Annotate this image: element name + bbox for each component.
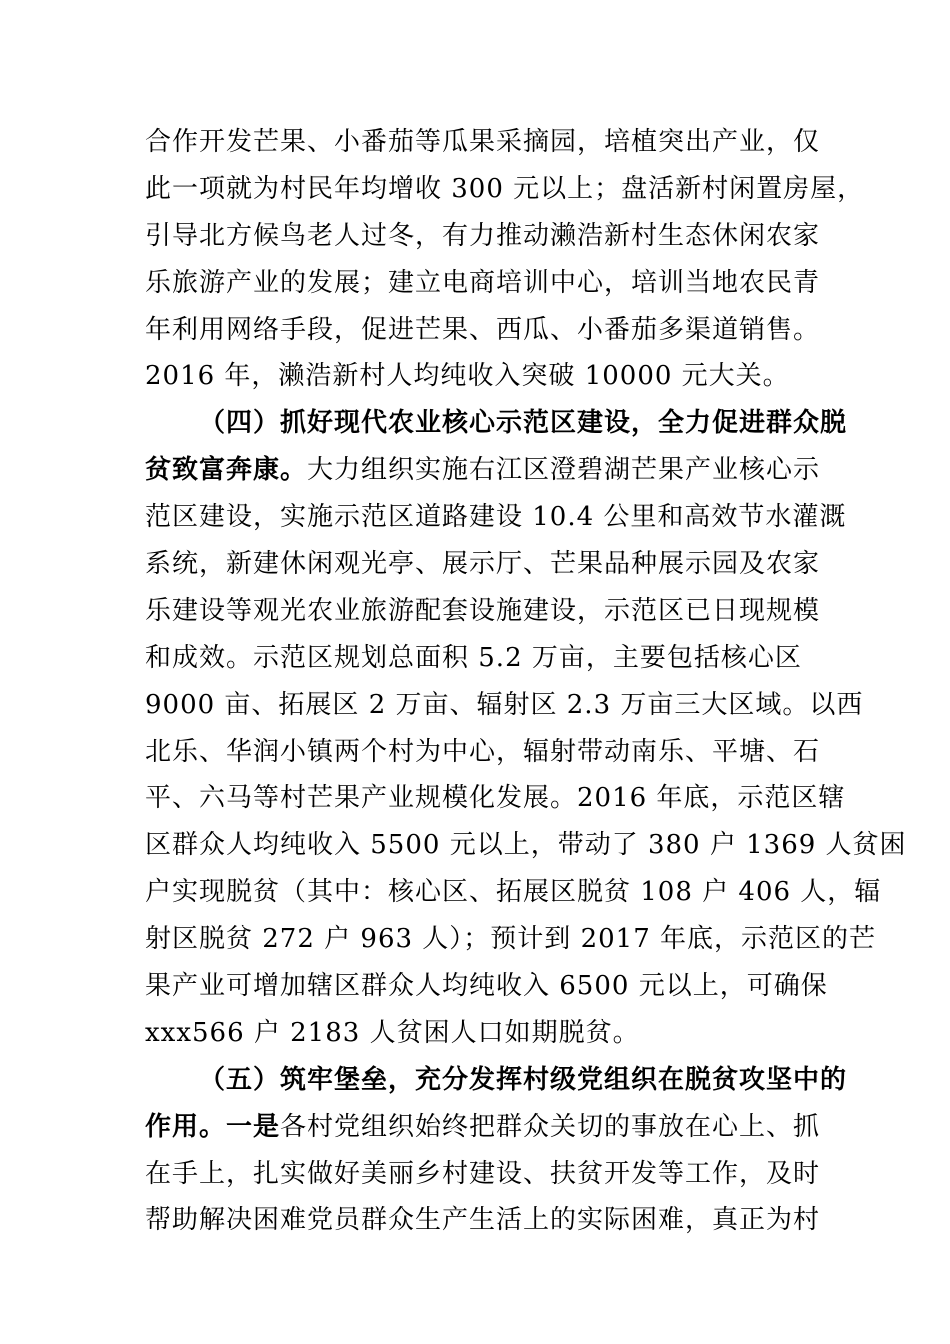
text-line: 引导北方候鸟老人过冬，有力推动濑浩新村生态休闲农家 (145, 220, 821, 251)
text-line: 乐建设等观光农业旅游配套设施建设，示范区已日现规模 (145, 595, 821, 626)
text-line (145, 1107, 821, 1154)
section-heading-4-end: 贫致富奔康。 (145, 455, 308, 486)
text-line: 此一项就为村民年均增收 300 元以上；盘活新村闲置房屋， (145, 173, 865, 204)
text-line: 北乐、华润小镇两个村为中心，辐射带动南乐、平塘、石 (145, 736, 821, 767)
text-line: 区群众人均纯收入 5500 元以上，带动了 380 户 1369 人贫困 (145, 830, 907, 861)
text-line: 在手上，扎实做好美丽乡村建设、扶贫开发等工作，及时 (145, 1158, 821, 1189)
text-line: xxx566 户 2183 人贫困人口如期脱贫。 (145, 1017, 640, 1048)
section-heading-5: （五）筑牢堡垒，充分发挥村级党组织在脱贫攻坚中的 (199, 1064, 848, 1095)
section-heading-4: （四）抓好现代农业核心示范区建设，全力促进群众脱 (199, 408, 848, 439)
paragraph-3 (145, 1060, 848, 1248)
text-line: 帮助解决困难党员群众生产生活上的实际困难，真正为村 (145, 1205, 821, 1236)
text-line: 9000 亩、拓展区 2 万亩、辐射区 2.3 万亩三大区域。以西 (145, 689, 864, 720)
text-line: 平、六马等村芒果产业规模化发展。2016 年底，示范区辖 (145, 783, 846, 814)
section-heading-5-end: 作用。一是 (145, 1111, 281, 1142)
paragraph-2 (145, 403, 907, 1059)
text-line: 合作开发芒果、小番茄等瓜果采摘园，培植突出产业，仅 (145, 127, 821, 157)
text-line: 果产业可增加辖区群众人均纯收入 6500 元以上，可确保 (145, 971, 828, 1002)
text-line: 乐旅游产业的发展；建立电商培训中心，培训当地农民青 (145, 267, 821, 298)
text-line: 射区脱贫 272 户 963 人）；预计到 2017 年底，示范区的芒 (145, 924, 877, 955)
text-line: 年利用网络手段，促进芒果、西瓜、小番茄多渠道销售。 (145, 314, 821, 345)
text-run: 大力组织实施右江区澄碧湖芒果产业核心示 (307, 455, 821, 486)
text-line (145, 450, 821, 497)
text-line: 和成效。示范区规划总面积 5.2 万亩，主要包括核心区 (145, 642, 802, 673)
text-line: 户实现脱贫（其中：核心区、拓展区脱贫 108 户 406 人，辐 (145, 877, 882, 908)
document-body (145, 122, 907, 1247)
paragraph-1 (145, 122, 865, 403)
text-line: 2016 年，濑浩新村人均纯收入突破 10000 元大关。 (145, 361, 790, 392)
text-line: 范区建设，实施示范区道路建设 10.4 公里和高效节水灌溉 (145, 502, 847, 533)
text-line: 系统，新建休闲观光亭、展示厅、芒果品种展示园及农家 (145, 549, 821, 580)
text-run: 各村党组织始终把群众关切的事放在心上、抓 (280, 1111, 821, 1142)
